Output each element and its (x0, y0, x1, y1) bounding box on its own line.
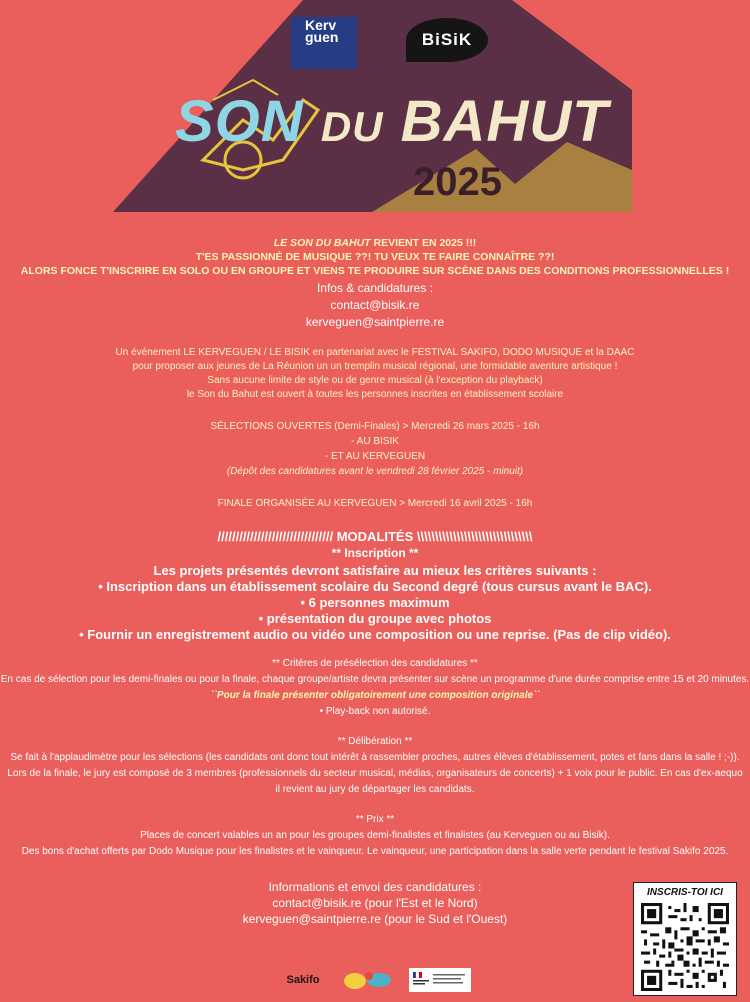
republique-francaise-icon (409, 968, 471, 992)
deliberation-line-1: Se fait à l'applaudimètre pour les sélections (les candidats ont donc tout intérêt à rassembler proches, autres élèves d'établissement, potes et fans dans la salle ! ;-)). (10, 752, 740, 763)
infos-label: Infos & candidatures : (316, 281, 434, 295)
contact-title: Informations et envoi des candidatures : (268, 880, 482, 894)
selections-date: SÉLECTIONS OUVERTES (Demi-Finales) > Mercredi 26 mars 2025 - 16h (210, 421, 540, 432)
preselection-line-1: En cas de sélection pour les demi-finales ou pour la finale, chaque groupe/artiste devra présenter sur scène un programme d'une durée comprise entre 15 et 20 minutes. (0, 674, 750, 685)
email-bisik[interactable]: contact@bisik.re (330, 298, 420, 312)
deliberation-line-3: il revient au jury de départager les candidats. (275, 784, 475, 795)
prix-title: ** Prix ** (355, 814, 395, 825)
event-line-1: Un événement LE KERVEGUEN / LE BISIK en partenariat avec le FESTIVAL SAKIFO, DODO MUSIQUE et la DAAC (115, 347, 635, 358)
qr-signup[interactable] (633, 882, 737, 996)
intro-event-name: LE SON DU BAHUT (273, 237, 371, 249)
title-bahut: BAHUT (400, 89, 609, 154)
email-kerveguen[interactable]: kerveguen@saintpierre.re (305, 315, 445, 329)
modalites-heading: //////////////////////////////// MODALITÉS \\\\\\\\\\\\\\\\\\\\\\\\\\\\\\\\ (217, 529, 533, 544)
title-son: SON (175, 89, 304, 154)
prix-line-1: Places de concert valables un an pour les groupes demi-finalistes et finalistes (au Kerveguen ou au Bisik). (140, 830, 610, 841)
contact-email-bisik[interactable]: contact@bisik.re (pour l'Est et le Nord) (272, 896, 478, 910)
critere-item: • Inscription dans un établissement scolaire du Second degré (tous cursus avant le BAC). (98, 579, 652, 594)
bisik-logo: BiSiK (406, 18, 488, 62)
intro-line-1-rest: REVIENT EN 2025 !!! (370, 237, 477, 249)
contact-email-kerveguen[interactable]: kerveguen@saintpierre.re (pour le Sud et l'Ouest) (242, 912, 508, 926)
dodo-musique-logo (341, 968, 399, 992)
hero-shape (512, 0, 632, 90)
criteres-intro: Les projets présentés devront satisfaire au mieux les critères suivants : (153, 563, 597, 578)
preselection-line-2: ``Pour la finale présenter obligatoirement une composition originale`` (210, 690, 540, 701)
deadline-note: (Dépôt des candidatures avant le vendredi 28 février 2025 - minuit) (226, 466, 524, 477)
critere-item: • 6 personnes maximum (300, 595, 450, 610)
dodo-musique-icon (341, 968, 399, 992)
venue-kerveguen: - ET AU KERVEGUEN (324, 451, 426, 462)
finale-date: FINALE ORGANISÉE AU KERVEGUEN > Mercredi 16 avril 2025 - 16h (217, 498, 533, 509)
preselection-title: ** Critères de présélection des candidatures ** (272, 658, 478, 669)
event-title (175, 88, 609, 155)
critere-item: • présentation du groupe avec photos (258, 611, 492, 626)
intro-line-3: ALORS FONCE T'INSCRIRE EN SOLO OU EN GROUPE ET VIENS TE PRODUIRE SUR SCÈNE DANS DES CONDITIONS PROFESSIONNELLES ! (20, 265, 730, 277)
preselection-line-3: • Play-back non autorisé. (319, 706, 431, 717)
kerveguen-logo (291, 17, 357, 69)
title-du: DU (320, 103, 384, 150)
qr-label: INSCRIS-TOI ICI (647, 887, 723, 898)
intro-line-2: T'ES PASSIONNÉ DE MUSIQUE ??! TU VEUX TE FAIRE CONNAÎTRE ??! (195, 251, 555, 263)
event-year: 2025 (413, 160, 502, 204)
sakifo-logo: Sakifo (286, 974, 320, 986)
event-line-2: pour proposer aux jeunes de La Réunion un un tremplin musical régional, une formidable aventure artistique ! (132, 361, 618, 372)
academie-logo (409, 968, 471, 992)
prix-line-2: Des bons d'achat offerts par Dodo Musique pour les finalistes et le vainqueur. Le vainqueur, une participation dans la salle verte pendant le festival Sakifo 2025. (21, 846, 729, 857)
partner-logos (275, 962, 475, 998)
deliberation-title: ** Délibération ** (337, 736, 413, 747)
deliberation-line-2: Lors de la finale, le jury est composé de 3 membres (professionnels du secteur musical, médias, organisateurs de concerts) + 1 voix pour le public. En cas d'ex-aequo (7, 768, 743, 779)
venue-bisik: - AU BISIK (351, 436, 399, 447)
kerveguen-logo-text: Kerv guen (305, 17, 339, 45)
event-line-3: Sans aucune limite de style ou de genre musical (à l'exception du playback) (207, 375, 543, 386)
inscription-title: ** Inscription ** (331, 546, 419, 560)
critere-item: • Fournir un enregistrement audio ou vidéo une composition ou une reprise. (Pas de clip vidéo). (79, 627, 671, 642)
intro-line-1 (0, 237, 750, 250)
hero-banner (113, 0, 632, 212)
event-line-4: le Son du Bahut est ouvert à toutes les personnes inscrites en établissement scolaire (186, 389, 564, 400)
qr-code-icon[interactable] (640, 903, 730, 991)
